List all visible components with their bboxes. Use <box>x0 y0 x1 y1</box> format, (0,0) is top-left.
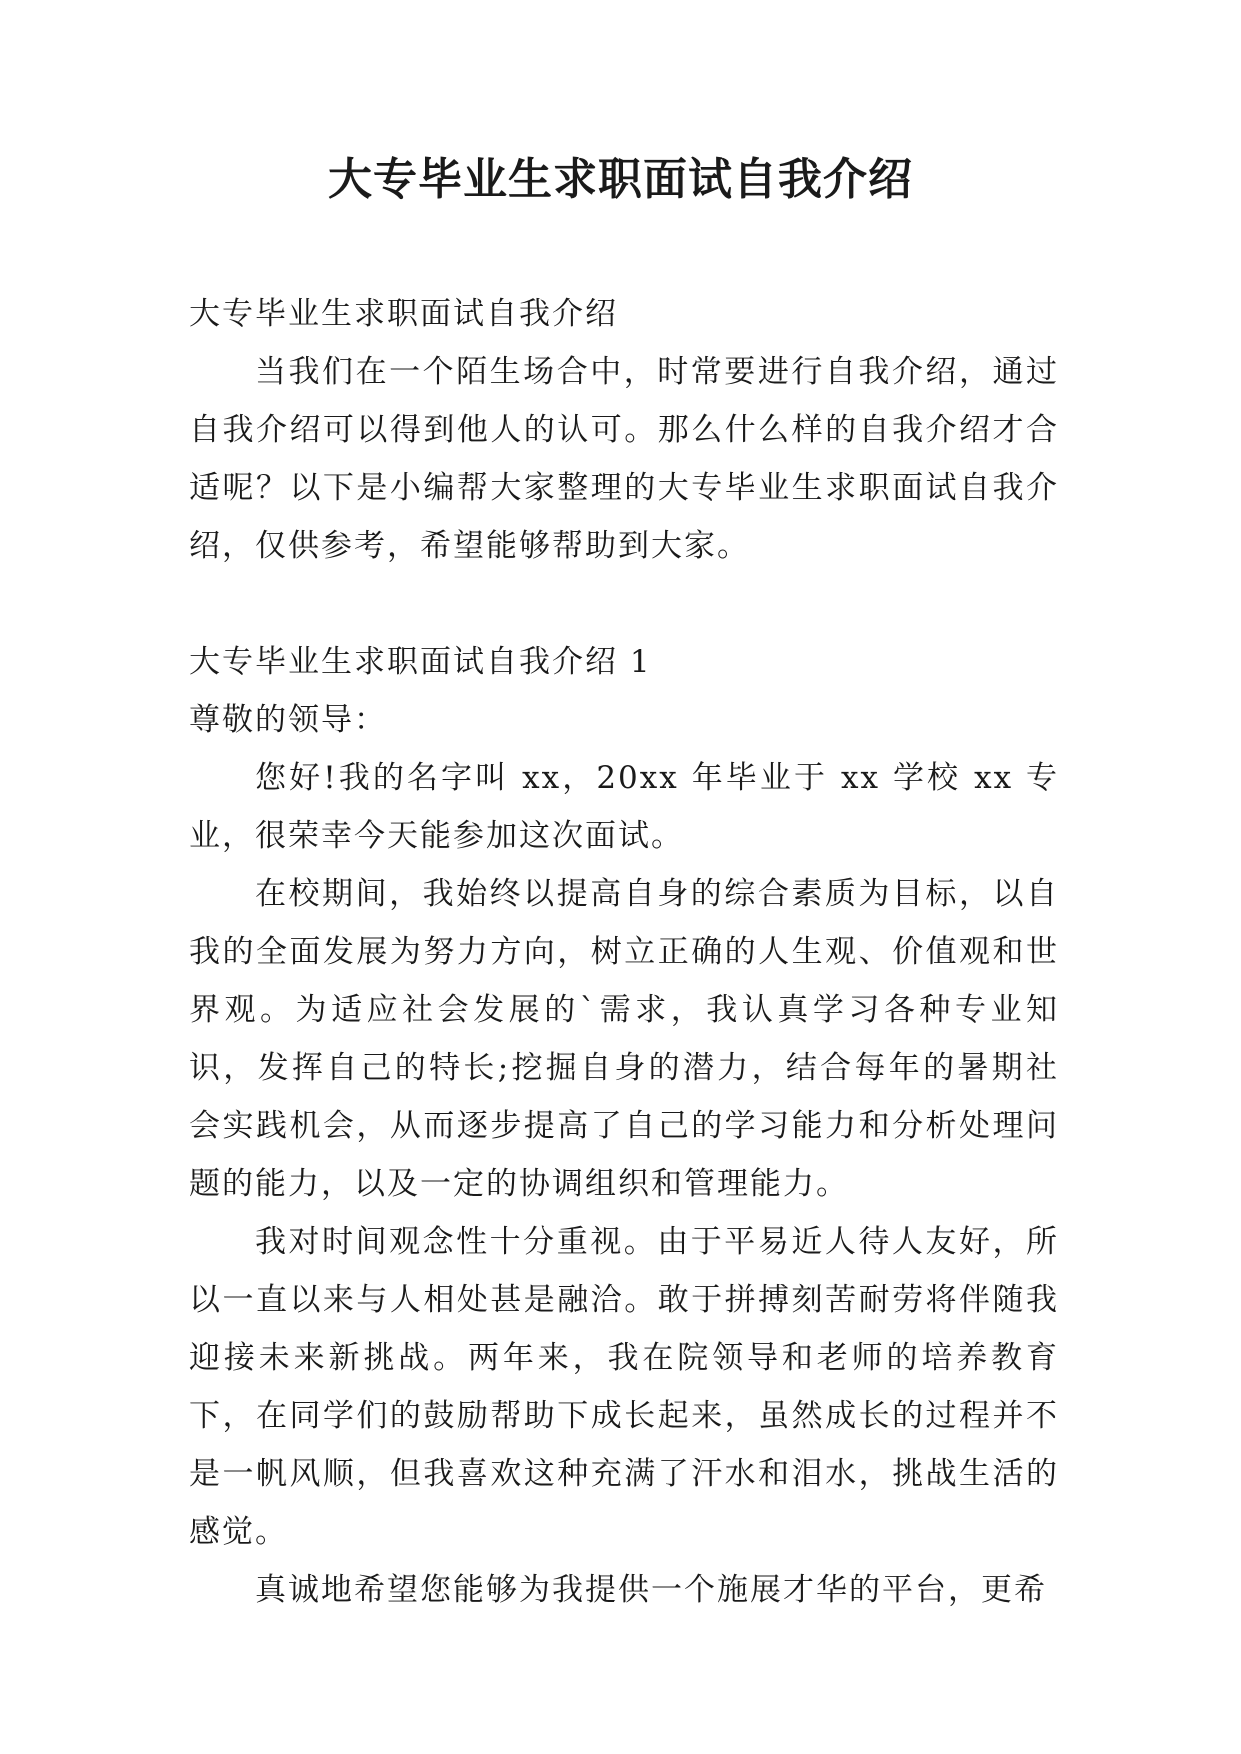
salutation: 尊敬的领导： <box>189 702 387 738</box>
document-body <box>189 285 1059 1619</box>
subtitle: 大专毕业生求职面试自我介绍 <box>189 296 618 332</box>
document-title: 大专毕业生求职面试自我介绍 <box>328 154 913 205</box>
intro-paragraph: 当我们在一个陌生场合中，时常要进行自我介绍，通过自我介绍可以得到他人的认可。那么什么样的自我介绍才合适呢？以下是小编帮大家整理的大专毕业生求职面试自我介绍，仅供参考，希望能够帮助到大家。 <box>189 354 1059 564</box>
body-paragraph-3: 我对时间观念性十分重视。由于平易近人待人友好，所以一直以来与人相处甚是融洽。敢于拼搏刻苦耐劳将伴随我迎接未来新挑战。两年来，我在院领导和老师的培养教育下，在同学们的鼓励帮助下成长起来，虽然成长的过程并不是一帆风顺，但我喜欢这种充满了汗水和泪水，挑战生活的感觉。 <box>189 1224 1059 1550</box>
section-heading: 大专毕业生求职面试自我介绍 1 <box>189 644 652 680</box>
paragraph-gap <box>189 575 1059 633</box>
body-paragraph-1: 您好!我的名字叫 xx，20xx 年毕业于 xx 学校 xx 专业，很荣幸今天能参加这次面试。 <box>189 760 1059 854</box>
body-paragraph-2: 在校期间，我始终以提高自身的综合素质为目标，以自我的全面发展为努力方向，树立正确的人生观、价值观和世界观。为适应社会发展的`需求，我认真学习各种专业知识，发挥自己的特长;挖掘自身的潜力，结合每年的暑期社会实践机会，从而逐步提高了自己的学习能力和分析处理问题的能力，以及一定的协调组织和管理能力。 <box>189 876 1059 1202</box>
body-paragraph-4: 真诚地希望您能够为我提供一个施展才华的平台，更希 <box>255 1572 1047 1608</box>
